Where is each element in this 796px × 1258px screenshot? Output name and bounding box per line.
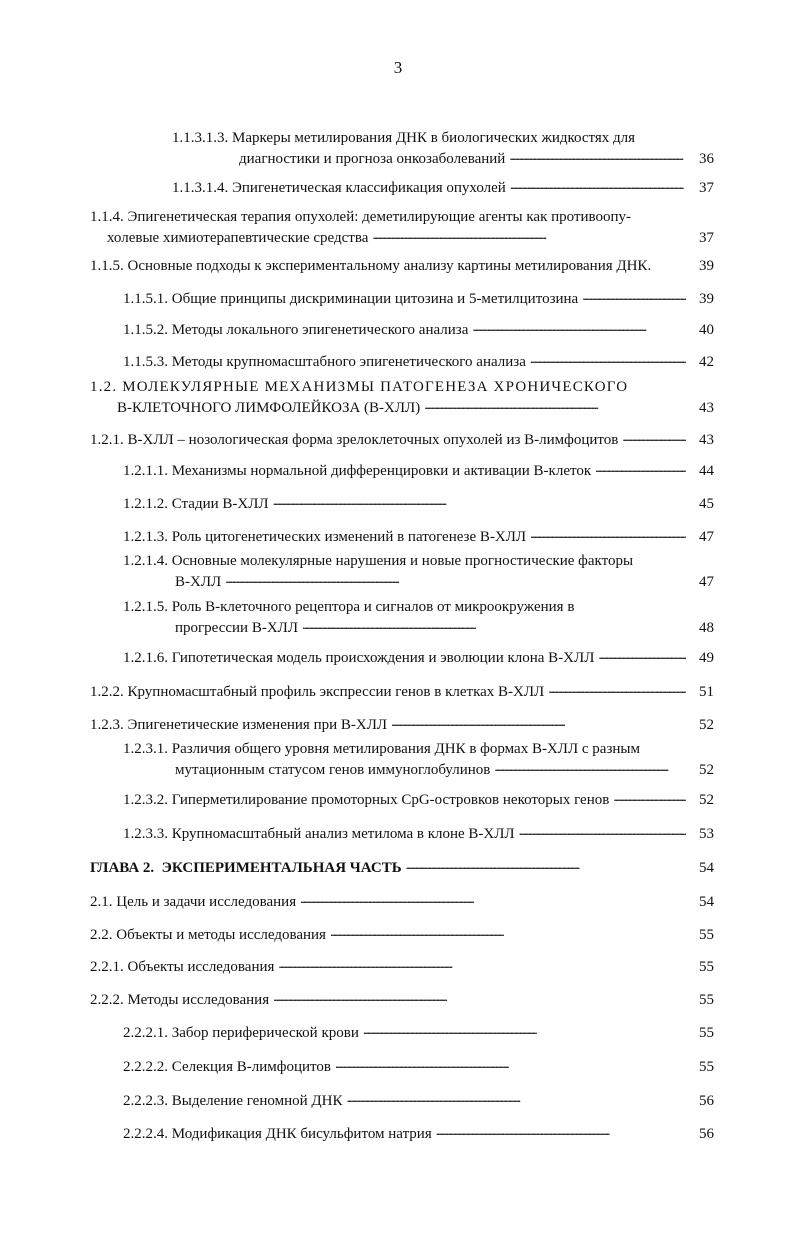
toc-page-number: 52 — [699, 717, 714, 733]
dot-leader — [530, 352, 686, 366]
dot-leader — [330, 925, 686, 939]
toc-page-number: 52 — [699, 792, 714, 808]
toc-entry — [172, 128, 714, 170]
toc-page-number: 55 — [699, 1025, 714, 1041]
toc-page-number: 45 — [699, 496, 714, 512]
toc-entry-title: 1.1.5.2. Методы локального эпигенетического анализа — [123, 322, 469, 338]
dot-leader — [472, 320, 686, 334]
toc-page-number: 55 — [699, 927, 714, 943]
toc-page-number: 49 — [699, 650, 714, 666]
toc-entry — [90, 892, 714, 913]
toc-entry-title-cont: холевые химиотерапевтические средства — [107, 230, 369, 246]
toc-page-number: 37 — [699, 230, 714, 246]
toc-page-number: 54 — [699, 894, 714, 910]
dot-leader — [436, 1124, 686, 1138]
toc-page-number: 56 — [699, 1126, 714, 1142]
toc-page-number: 48 — [699, 620, 714, 636]
toc-entry-title-cont: мутационным статусом генов иммуноглобулинов — [175, 762, 491, 778]
toc-entry — [123, 352, 714, 373]
toc-entry-title: 1.2.3.2. Гиперметилирование промоторных CpG-островков некоторых генов — [123, 792, 610, 808]
dot-leader — [372, 228, 686, 242]
toc-entry — [123, 527, 714, 548]
toc-page-number: 54 — [699, 860, 714, 876]
toc-entry — [123, 1091, 714, 1112]
toc-page-number: 37 — [699, 180, 714, 196]
toc-entry-title: 1.2.2. Крупномасштабный профиль экспрессии генов в клетках В-ХЛЛ — [90, 684, 545, 700]
dot-leader — [595, 461, 686, 475]
dot-leader — [613, 790, 686, 804]
toc-entry-title: 1.2. МОЛЕКУЛЯРНЫЕ МЕХАНИЗМЫ ПАТОГЕНЕЗА ХРОНИЧЕСКОГО — [90, 379, 629, 395]
toc-entry-title: 2.1. Цель и задачи исследования — [90, 894, 297, 910]
toc-entry-title-cont: диагностики и прогноза онкозаболеваний — [239, 151, 506, 167]
toc-entry — [123, 551, 714, 593]
toc-entry-title: 1.2.1. В-ХЛЛ – нозологическая форма зрелоклеточных опухолей из В-лимфоцитов — [90, 432, 619, 448]
toc-page-number: 47 — [699, 574, 714, 590]
toc-page-number: 43 — [699, 400, 714, 416]
toc-page-number: 51 — [699, 684, 714, 700]
toc-entry-title-cont: прогрессии В-ХЛЛ — [175, 620, 299, 636]
toc-entry-title: 1.1.5. Основные подходы к экспериментальному анализу картины метилирования ДНК. — [90, 258, 652, 274]
toc-entry-title: 1.2.3. Эпигенетические изменения при В-ХЛЛ — [90, 717, 388, 733]
toc-entry-title: 1.1.3.1.4. Эпигенетическая классификация опухолей — [172, 180, 506, 196]
toc-page-number: 55 — [699, 1059, 714, 1075]
toc-entry — [123, 1057, 714, 1078]
toc-page-number: 43 — [699, 432, 714, 448]
toc-entry — [90, 377, 714, 419]
toc-entry-chapter — [90, 858, 714, 879]
page-number: 3 — [393, 58, 403, 77]
toc-entry — [90, 715, 714, 736]
toc-entry — [123, 739, 714, 781]
toc-entry — [123, 790, 714, 811]
toc-entry-title: 1.2.1.4. Основные молекулярные нарушения и новые прогностические факторы — [123, 553, 634, 569]
toc-entry-title: 1.2.1.3. Роль цитогенетических изменений в патогенезе В-ХЛЛ — [123, 529, 527, 545]
dot-leader — [302, 618, 686, 632]
toc-page-number: 52 — [699, 762, 714, 778]
toc-entry-title: 1.1.3.1.3. Маркеры метилирования ДНК в биологических жидкостях для — [172, 130, 636, 146]
toc-entry-title-cont: В-ХЛЛ — [175, 574, 222, 590]
dot-leader — [598, 648, 686, 662]
dot-leader — [494, 760, 686, 774]
toc-entry — [123, 494, 714, 515]
dot-leader — [391, 715, 686, 729]
toc-entry-title: 2.2.2.3. Выделение геномной ДНК — [123, 1093, 343, 1109]
dot-leader — [622, 430, 686, 444]
toc-entry-title: 1.1.5.1. Общие принципы дискриминации цитозина и 5-метилцитозина — [123, 291, 579, 307]
toc-entry-title: 2.2. Объекты и методы исследования — [90, 927, 326, 943]
toc-page-number: 53 — [699, 826, 714, 842]
toc-page-number: 44 — [699, 463, 714, 479]
dot-leader — [424, 398, 686, 412]
toc-entry — [123, 1124, 714, 1145]
toc-entry — [90, 256, 714, 277]
toc-entry — [123, 597, 714, 639]
dot-leader — [363, 1023, 686, 1037]
toc-entry — [90, 682, 714, 703]
toc-entry — [123, 320, 714, 341]
dot-leader — [225, 572, 686, 586]
toc-entry-title: 1.1.5.3. Методы крупномасштабного эпигенетического анализа — [123, 354, 526, 370]
dot-leader — [273, 990, 686, 1004]
chapter-title: ГЛАВА 2. ЭКСПЕРИМЕНТАЛЬНАЯ ЧАСТЬ — [90, 860, 402, 876]
toc-entry-title: 1.2.1.2. Стадии В-ХЛЛ — [123, 496, 269, 512]
toc-page-number: 56 — [699, 1093, 714, 1109]
toc-page-number: 39 — [699, 291, 714, 307]
toc-entry-title: 1.2.1.5. Роль В-клеточного рецептора и сигналов от микроокружения в — [123, 599, 575, 615]
toc-page-number: 55 — [699, 959, 714, 975]
toc-entry — [123, 824, 714, 845]
dot-leader — [530, 527, 686, 541]
toc-entry-title-cont: В-КЛЕТОЧНОГО ЛИМФОЛЕЙКОЗА (В-ХЛЛ) — [117, 400, 421, 416]
dot-leader — [273, 494, 686, 508]
toc-entry — [123, 289, 714, 310]
dot-leader — [335, 1057, 686, 1071]
toc-entry — [90, 925, 714, 946]
toc-entry — [123, 1023, 714, 1044]
toc-page-number: 42 — [699, 354, 714, 370]
toc-entry — [172, 178, 714, 199]
toc-entry-title: 1.2.3.1. Различия общего уровня метилирования ДНК в формах В-ХЛЛ с разным — [123, 741, 640, 757]
toc-entry — [90, 207, 714, 249]
dot-leader — [300, 892, 686, 906]
toc-page-number: 55 — [699, 992, 714, 1008]
toc-entry-title: 1.2.1.1. Механизмы нормальной дифференцировки и активации В-клеток — [123, 463, 592, 479]
toc-entry — [90, 957, 714, 978]
toc-page-number: 36 — [699, 151, 714, 167]
toc-entry-title: 2.2.2.2. Селекция В-лимфоцитов — [123, 1059, 331, 1075]
dot-leader — [278, 957, 686, 971]
toc-entry — [90, 430, 714, 451]
dot-leader — [582, 289, 686, 303]
toc-entry — [123, 648, 714, 669]
toc-entry-title: 1.2.1.6. Гипотетическая модель происхождения и эволюции клона В-ХЛЛ — [123, 650, 595, 666]
dot-leader — [510, 178, 686, 192]
toc-entry — [90, 990, 714, 1011]
toc-entry-title: 1.1.4. Эпигенетическая терапия опухолей: деметилирующие агенты как противоопу- — [90, 209, 632, 225]
toc-entry-title: 2.2.2. Методы исследования — [90, 992, 270, 1008]
toc-entry-title: 2.2.1. Объекты исследования — [90, 959, 275, 975]
dot-leader — [346, 1091, 686, 1105]
toc-entry — [123, 461, 714, 482]
dot-leader — [509, 149, 686, 163]
toc-entry-title: 2.2.2.4. Модификация ДНК бисульфитом натрия — [123, 1126, 432, 1142]
toc-entry-title: 2.2.2.1. Забор периферической крови — [123, 1025, 359, 1041]
toc-entry-title: 1.2.3.3. Крупномасштабный анализ метилома в клоне В-ХЛЛ — [123, 826, 515, 842]
toc-page-number: 39 — [699, 258, 714, 274]
toc-page-number: 40 — [699, 322, 714, 338]
dot-leader — [519, 824, 686, 838]
toc-page-number: 47 — [699, 529, 714, 545]
dot-leader — [548, 682, 686, 696]
dot-leader — [406, 858, 686, 872]
